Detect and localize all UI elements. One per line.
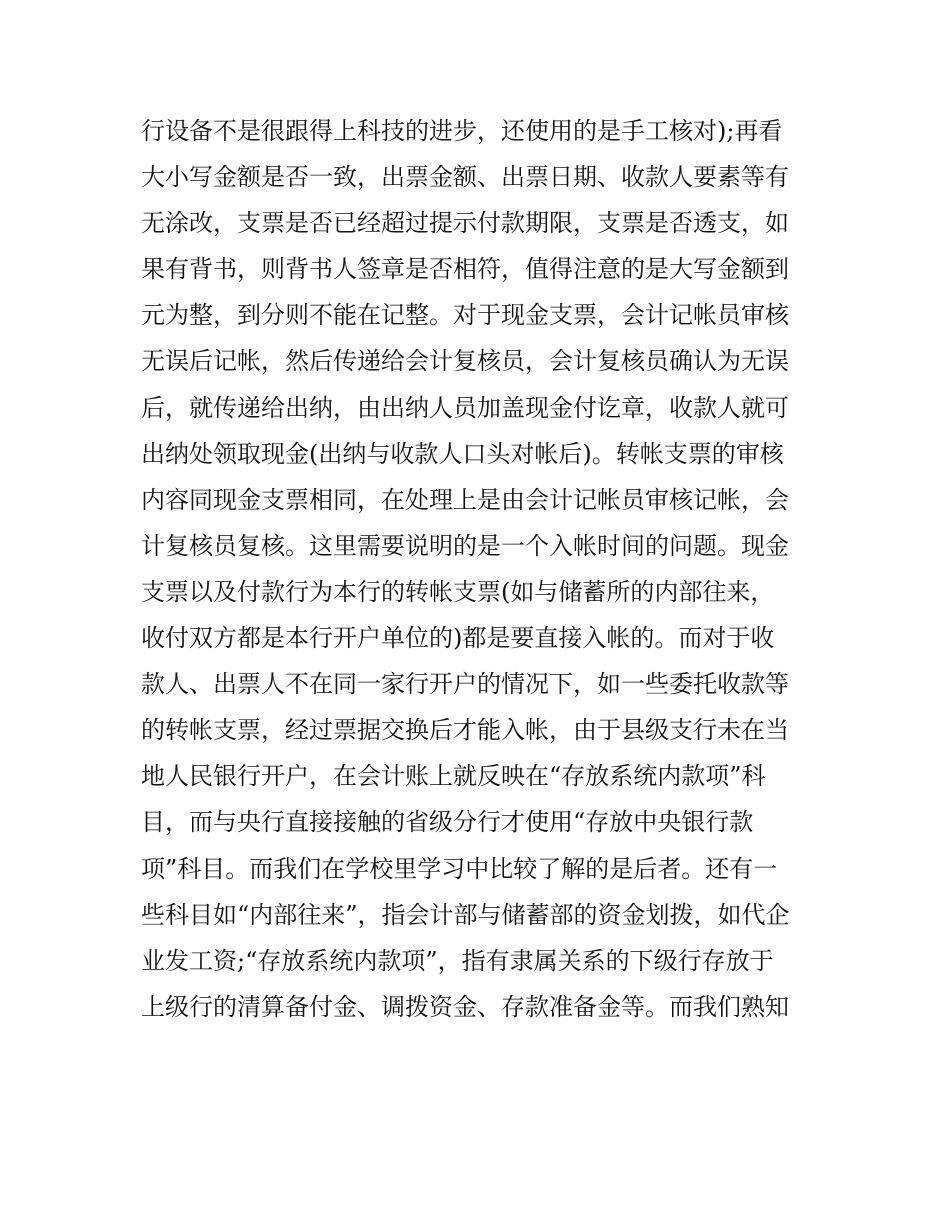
text-line: 行设备不是很跟得上科技的进步，还使用的是手工核对);再看 — [141, 117, 783, 145]
text-line: 款人、出票人不在同一家行开户的情况下，如一些委托收款等 — [141, 670, 789, 699]
text-line: 项”科目。而我们在学校里学习中比较了解的是后者。还有一 — [141, 854, 778, 883]
text-line: 收付双方都是本行开户单位的)都是要直接入帐的。而对于收 — [141, 624, 775, 653]
text-line: 地人民银行开户，在会计账上就反映在“存放系统内款项”科 — [141, 762, 766, 791]
text-line: 业发工资;“存放系统内款项”，指有隶属关系的下级行存放于 — [141, 946, 774, 975]
text-line: 后，就传递给出纳，由出纳人员加盖现金付讫章，收款人就可 — [141, 393, 789, 422]
text-line: 元为整，到分则不能在记整。对于现金支票，会计记帐员审核 — [141, 301, 789, 330]
text-line: 内容同现金支票相同，在处理上是由会计记帐员审核记帐，会 — [141, 485, 789, 514]
text-line: 上级行的清算备付金、调拨资金、存款准备金等。而我们熟知 — [141, 992, 789, 1021]
text-line: 大小写金额是否一致，出票金额、出票日期、收款人要素等有 — [141, 163, 789, 192]
text-line: 些科目如“内部往来”，指会计部与储蓄部的资金划拨，如代企 — [141, 900, 790, 929]
text-line: 的转帐支票，经过票据交换后才能入帐，由于县级支行未在当 — [141, 716, 789, 745]
text-line: 目，而与央行直接接触的省级分行才使用“存放中央银行款 — [141, 808, 754, 837]
text-line: 支票以及付款行为本行的转帐支票(如与储蓄所的内部往来， — [141, 577, 775, 606]
body-paragraph — [141, 108, 831, 1030]
text-line: 出纳处领取现金(出纳与收款人口头对帐后)。转帐支票的审核 — [141, 439, 784, 468]
text-line: 计复核员复核。这里需要说明的是一个入帐时间的问题。现金 — [141, 531, 789, 560]
text-line: 无误后记帐，然后传递给会计复核员，会计复核员确认为无误 — [141, 347, 789, 376]
text-line: 果有背书，则背书人签章是否相符，值得注意的是大写金额到 — [141, 255, 789, 284]
text-line: 无涂改，支票是否已经超过提示付款期限，支票是否透支，如 — [141, 209, 789, 238]
